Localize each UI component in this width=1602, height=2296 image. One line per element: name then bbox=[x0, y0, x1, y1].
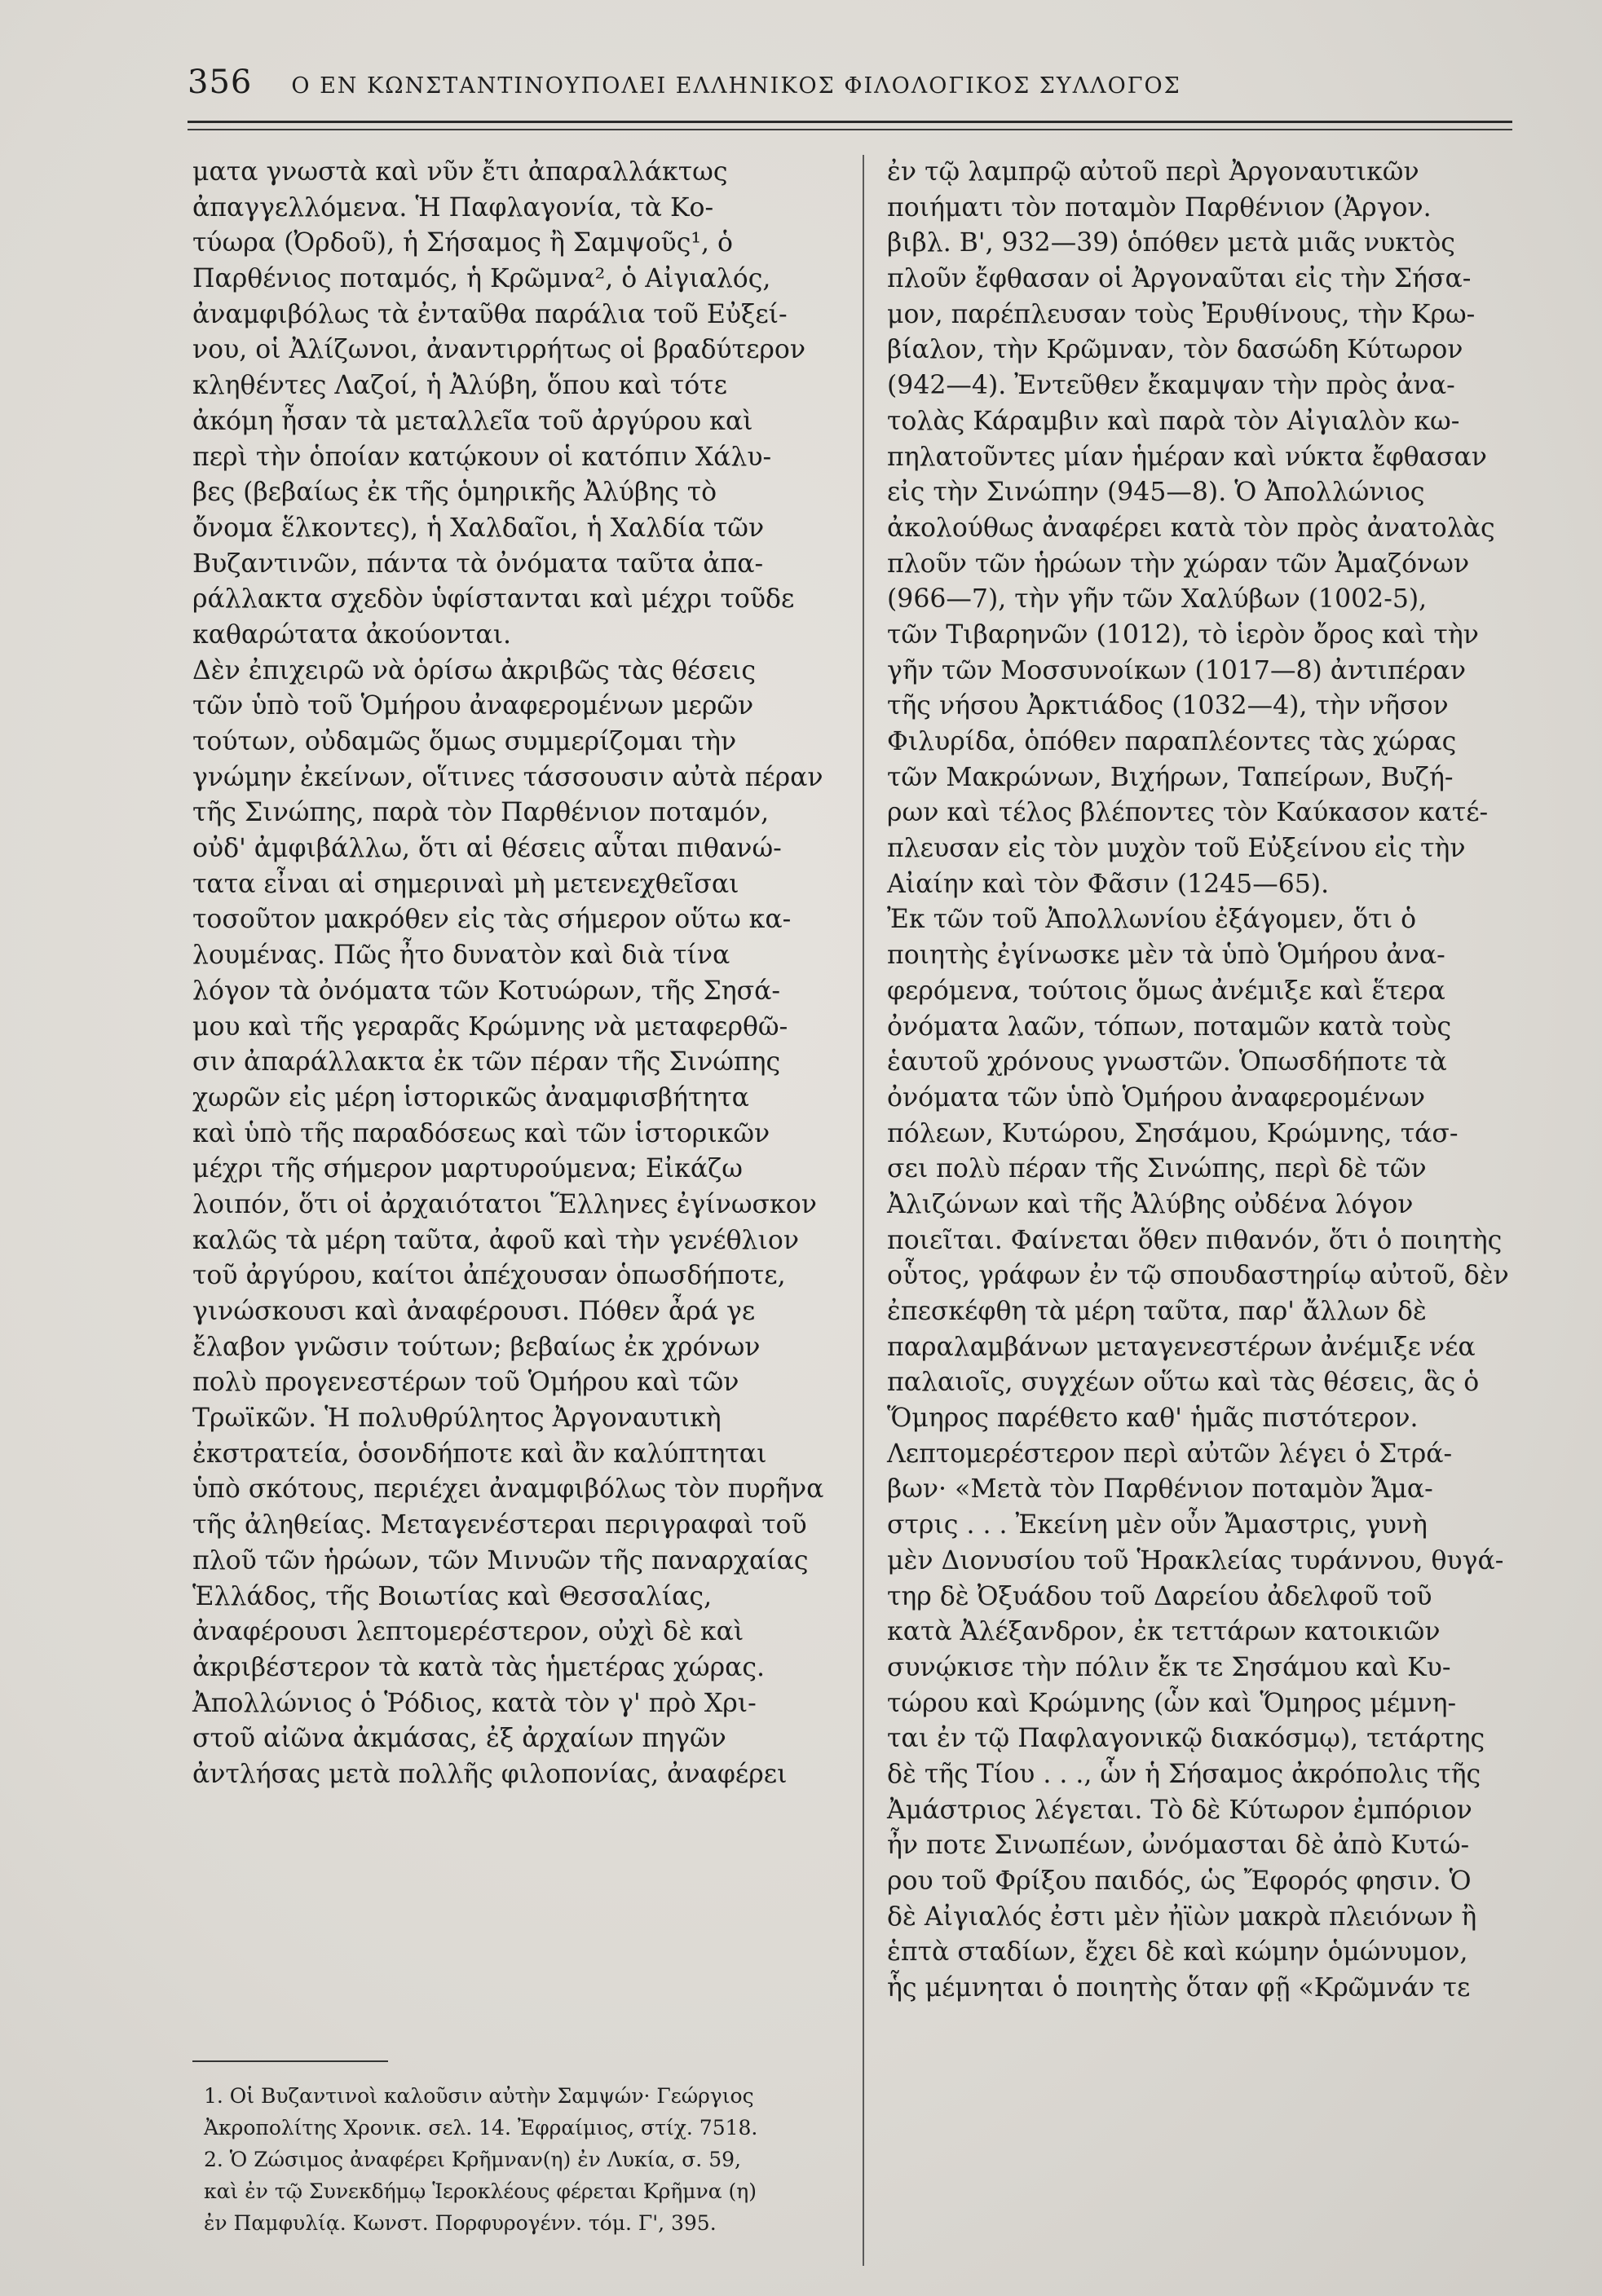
text-line: πηλατοῦντες μίαν ἡμέραν καὶ νύκτα ἔφθασαν bbox=[887, 442, 1487, 472]
text-line: λοιπόν, ὅτι οἱ ἀρχαιότατοι Ἕλληνες ἐγίνωσκον bbox=[192, 1189, 817, 1219]
text-line: τῆς νήσου Ἀρκτιάδος (1032—4), τὴν νῆσον bbox=[887, 691, 1449, 721]
text-line: σει πολὺ πέραν τῆς Σινώπης, περὶ δὲ τῶν bbox=[887, 1154, 1427, 1184]
text-line: οὐδ' ἀμφιβάλλω, ὅτι αἱ θέσεις αὗται πιθανώ- bbox=[192, 834, 782, 864]
text-line: Παρθένιος ποταμός, ἡ Κρῶμνα², ὁ Αἰγιαλός, bbox=[192, 264, 771, 294]
text-line: βιβλ. Β', 932—39) ὁπόθεν μετὰ μιᾶς νυκτὸς bbox=[887, 228, 1455, 258]
text-line: τοσοῦτον μακρόθεν εἰς τὰς σήμερον οὕτω κα- bbox=[192, 905, 792, 935]
text-line: τολὰς Κάραμβιν καὶ παρὰ τὸν Αἰγιαλὸν κω- bbox=[887, 406, 1460, 436]
text-line: στοῦ αἰῶνα ἀκμάσας, ἐξ ἀρχαίων πηγῶν bbox=[192, 1724, 726, 1754]
text-line: τοῦ ἀργύρου, καίτοι ἀπέχουσαν ὁπωσδήποτε, bbox=[192, 1261, 786, 1291]
text-line: τῶν Τιβαρηνῶν (1012), τὸ ἱερὸν ὄρος καὶ τὴν bbox=[887, 619, 1479, 650]
text-line: πλοῦ τῶν ἡρώων, τῶν Μινυῶν τῆς παναρχαίας bbox=[192, 1545, 809, 1575]
text-line: ἐκστρατεία, ὁσονδήποτε καὶ ἂν καλύπτηται bbox=[192, 1439, 767, 1469]
text-line: ἦν ποτε Σινωπέων, ὠνόμασται δὲ ἀπὸ Κυτώ- bbox=[887, 1831, 1470, 1861]
text-line: καὶ ὑπὸ τῆς παραδόσεως καὶ τῶν ἱστορικῶν bbox=[192, 1118, 770, 1148]
text-line: ἑπτὰ σταδίων, ἔχει δὲ καὶ κώμην ὁμώνυμον, bbox=[887, 1937, 1468, 1968]
text-line: λουμένας. Πῶς ἦτο δυνατὸν καὶ διὰ τίνα bbox=[192, 941, 730, 971]
text-line: Ἀλιζώνων καὶ τῆς Ἀλύβης οὐδένα λόγον bbox=[887, 1189, 1414, 1219]
text-line: Δὲν ἐπιχειρῶ νὰ ὁρίσω ἀκριβῶς τὰς θέσεις bbox=[192, 655, 757, 685]
text-line: ρων καὶ τέλος βλέποντες τὸν Καύκασον κατέ- bbox=[887, 798, 1489, 828]
text-line: ποιήματι τὸν ποταμὸν Παρθένιον (Ἀργον. bbox=[887, 192, 1432, 223]
text-line: ματα γνωστὰ καὶ νῦν ἔτι ἀπαραλλάκτως bbox=[192, 157, 728, 187]
text-line: Λεπτομερέστερον περὶ αὐτῶν λέγει ὁ Στρά- bbox=[887, 1439, 1453, 1469]
text-line: Ἐκ τῶν τοῦ Ἀπολλωνίου ἐξάγομεν, ὅτι ὁ bbox=[887, 905, 1417, 935]
text-line: ράλλακτα σχεδὸν ὑφίστανται καὶ μέχρι τοῦδε bbox=[192, 584, 795, 615]
text-line: ρου τοῦ Φρίξου παιδός, ὡς Ἔφορός φησιν. Ὁ bbox=[887, 1866, 1472, 1896]
text-line: βίαλον, τὴν Κρῶμναν, τὸν δασώδη Κύτωρον bbox=[887, 335, 1463, 365]
text-line: γνώμην ἐκείνων, οἵτινες τάσσουσιν αὐτὰ πέραν bbox=[192, 762, 823, 792]
text-line: τῆς ἀληθείας. Μεταγενέστεραι περιγραφαὶ τοῦ bbox=[192, 1510, 807, 1540]
text-line: τώρου καὶ Κρώμνης (ὧν καὶ Ὅμηρος μέμνη- bbox=[887, 1688, 1457, 1718]
text-line: ἀναφέρουσι λεπτομερέστερον, οὐχὶ δὲ καὶ bbox=[192, 1617, 744, 1647]
text-line: κληθέντες Λαζοί, ἡ Ἀλύβη, ὅπου καὶ τότε bbox=[192, 371, 727, 401]
text-line: πόλεων, Κυτώρου, Σησάμου, Κρώμνης, τάσ- bbox=[887, 1118, 1459, 1148]
text-line: οὗτος, γράφων ἐν τῷ σπουδαστηρίῳ αὐτοῦ, δὲν bbox=[887, 1261, 1509, 1291]
text-line: τῆς Σινώπης, παρὰ τὸν Παρθένιον ποταμόν, bbox=[192, 798, 770, 828]
text-line: τατα εἶναι αἱ σημεριναὶ μὴ μετενεχθεῖσαι bbox=[192, 869, 739, 899]
text-line: Ἀπολλώνιος ὁ Ῥόδιος, κατὰ τὸν γ' πρὸ Χρι- bbox=[192, 1688, 757, 1718]
text-line: νου, οἱ Ἀλίζωνοι, ἀναντιρρήτως οἱ βραδύτερον bbox=[192, 335, 806, 365]
header-rule-top bbox=[188, 121, 1512, 123]
text-line: ἑαυτοῦ χρόνους γνωστῶν. Ὁπωσδήποτε τὰ bbox=[887, 1047, 1447, 1077]
text-line: τῶν ὑπὸ τοῦ Ὁμήρου ἀναφερομένων μερῶν bbox=[192, 691, 754, 721]
text-line: δὲ Αἰγιαλός ἐστι μὲν ἠϊὼν μακρὰ πλειόνων ἢ bbox=[887, 1902, 1477, 1932]
text-line: σιν ἀπαράλλακτα ἐκ τῶν πέραν τῆς Σινώπης bbox=[192, 1047, 781, 1077]
text-line: κατὰ Ἀλέξανδρον, ἐκ τεττάρων κατοικιῶν bbox=[887, 1617, 1441, 1647]
text-line: ται ἐν τῷ Παφλαγονικῷ διακόσμῳ), τετάρτης bbox=[887, 1724, 1485, 1754]
text-line: ὀνόματα τῶν ὑπὸ Ὁμήρου ἀναφερομένων bbox=[887, 1082, 1426, 1113]
text-line: πλοῦν ἔφθασαν οἱ Ἀργοναῦται εἰς τὴν Σήσα- bbox=[887, 264, 1472, 294]
footnote-line: καὶ ἐν τῷ Συνεκδήμῳ Ἱεροκλέους φέρεται Κρῆμνα (η) bbox=[204, 2179, 757, 2203]
text-line: λόγον τὰ ὀνόματα τῶν Κοτυώρων, τῆς Σησά- bbox=[192, 976, 781, 1006]
text-line: ἐπεσκέφθη τὰ μέρη ταῦτα, παρ' ἄλλων δὲ bbox=[887, 1297, 1427, 1326]
text-line: μου καὶ τῆς γεραρᾶς Κρώμνης νὰ μεταφερθῶ- bbox=[192, 1011, 788, 1042]
footnote-line: 2. Ὁ Ζώσιμος ἀναφέρει Κρῆμναν(η) ἐν Λυκία, σ. 59, bbox=[204, 2148, 741, 2171]
page-number: 356 bbox=[188, 64, 253, 101]
text-line: ὀνόματα λαῶν, τόπων, ποταμῶν κατὰ τοὺς bbox=[887, 1011, 1452, 1042]
header-rule-bottom bbox=[188, 129, 1512, 130]
footnote-line: 1. Οἱ Βυζαντινοὶ καλοῦσιν αὐτὴν Σαμψών· Γεώργιος bbox=[204, 2084, 754, 2108]
text-line: πολὺ προγενεστέρων τοῦ Ὁμήρου καὶ τῶν bbox=[192, 1368, 739, 1398]
text-line: Ἀμάστριος λέγεται. Τὸ δὲ Κύτωρον ἐμπόριον bbox=[887, 1795, 1472, 1825]
text-line: (966—7), τὴν γῆν τῶν Χαλύβων (1002-5), bbox=[887, 584, 1428, 615]
text-line: βες (βεβαίως ἐκ τῆς ὁμηρικῆς Ἀλύβης τὸ bbox=[192, 478, 717, 508]
text-line: ἀκριβέστερον τὰ κατὰ τὰς ἡμετέρας χώρας. bbox=[192, 1652, 766, 1682]
running-title: Ο ΕΝ ΚΩΝΣΤΑΝΤΙΝΟΥΠΟΛΕΙ ΕΛΛΗΝΙΚΟΣ ΦΙΛΟΛΟΓΙΚΟΣ ΣΥΛΛΟΓΟΣ bbox=[291, 73, 1181, 99]
text-line: Βυζαντινῶν, πάντα τὰ ὀνόματα ταῦτα ἀπα- bbox=[192, 549, 764, 579]
text-line: ἔλαβον γνῶσιν τούτων; βεβαίως ἐκ χρόνων bbox=[192, 1332, 761, 1362]
text-line: μον, παρέπλευσαν τοὺς Ἐρυθίνους, τὴν Κρω- bbox=[887, 299, 1476, 329]
text-line: Ὅμηρος παρέθετο καθ' ἡμᾶς πιστότερον. bbox=[887, 1404, 1419, 1434]
text-line: ποιεῖται. Φαίνεται ὅθεν πιθανόν, ὅτι ὁ ποιητὴς bbox=[887, 1225, 1503, 1255]
column-divider bbox=[863, 155, 864, 2266]
text-line: μέχρι τῆς σήμερον μαρτυρούμενα; Εἰκάζω bbox=[192, 1154, 743, 1184]
text-line: Ἑλλάδος, τῆς Βοιωτίας καὶ Θεσσαλίας, bbox=[192, 1581, 713, 1611]
text-line: ὄνομα ἕλκοντες), ἡ Χαλδαῖοι, ἡ Χαλδία τῶν bbox=[192, 513, 765, 543]
text-line: γινώσκουσι καὶ ἀναφέρουσι. Πόθεν ἆρά γε bbox=[192, 1297, 756, 1326]
text-line: καλῶς τὰ μέρη ταῦτα, ἀφοῦ καὶ τὴν γενέθλιον bbox=[192, 1225, 799, 1255]
text-line: ἐν τῷ λαμπρῷ αὐτοῦ περὶ Ἀργοναυτικῶν bbox=[887, 157, 1419, 187]
text-line: παραλαμβάνων μεταγενεστέρων ἀνέμιξε νέα bbox=[887, 1332, 1476, 1362]
text-line: ἀκολούθως ἀναφέρει κατὰ τὸν πρὸς ἀνατολὰς bbox=[887, 513, 1495, 543]
footnotes bbox=[204, 2080, 840, 2239]
text-line: πλευσαν εἰς τὸν μυχὸν τοῦ Εὐξείνου εἰς τὴν bbox=[887, 834, 1466, 864]
left-column bbox=[192, 155, 838, 1793]
text-line: δὲ τῆς Τίου . . ., ὧν ἡ Σήσαμος ἀκρόπολις τῆς bbox=[887, 1759, 1481, 1789]
text-line: μὲν Διονυσίου τοῦ Ἡρακλείας τυράννου, θυγά- bbox=[887, 1545, 1504, 1575]
text-line: στρις . . . Ἐκείνη μὲν οὖν Ἄμαστρις, γυνὴ bbox=[887, 1510, 1428, 1540]
text-line: ἀκόμη ἦσαν τὰ μεταλλεῖα τοῦ ἀργύρου καὶ bbox=[192, 406, 753, 436]
text-line: καθαρώτατα ἀκούονται. bbox=[192, 619, 512, 650]
text-line: (942—4). Ἐντεῦθεν ἔκαμψαν τὴν πρὸς ἀνα- bbox=[887, 371, 1455, 401]
text-line: Τρωϊκῶν. Ἡ πολυθρύλητος Ἀργοναυτικὴ bbox=[192, 1404, 722, 1434]
text-line: ποιητὴς ἐγίνωσκε μὲν τὰ ὑπὸ Ὁμήρου ἀνα- bbox=[887, 941, 1445, 971]
text-line: τηρ δὲ Ὀξυάδου τοῦ Δαρείου ἀδελφοῦ τοῦ bbox=[887, 1581, 1432, 1611]
text-line: τῶν Μακρώνων, Βιχήρων, Ταπείρων, Βυζή- bbox=[887, 762, 1454, 792]
footnote-rule bbox=[192, 2060, 388, 2062]
text-line: παλαιοῖς, συγχέων οὕτω καὶ τὰς θέσεις, ἃς ὁ bbox=[887, 1368, 1480, 1398]
footnote-line: ἐν Παμφυλίᾳ. Κωνστ. Πορφυρογένν. τόμ. Γ', 395. bbox=[204, 2211, 717, 2235]
text-line: φερόμενα, τούτοις ὅμως ἀνέμιξε καὶ ἕτερα bbox=[887, 976, 1445, 1006]
text-line: γῆν τῶν Μοσσυνοίκων (1017—8) ἀντιπέραν bbox=[887, 655, 1466, 685]
right-column bbox=[887, 155, 1515, 2007]
text-line: περὶ τὴν ὁποίαν κατῴκουν οἱ κατόπιν Χάλυ- bbox=[192, 442, 772, 472]
text-line: συνῴκισε τὴν πόλιν ἔκ τε Σησάμου καὶ Κυ- bbox=[887, 1652, 1451, 1682]
text-line: Φιλυρίδα, ὁπόθεν παραπλέοντες τὰς χώρας bbox=[887, 727, 1457, 756]
text-line: Αἰαίην καὶ τὸν Φᾶσιν (1245—65). bbox=[887, 869, 1330, 899]
text-line: ἀντλήσας μετὰ πολλῆς φιλοπονίας, ἀναφέρει bbox=[192, 1759, 788, 1789]
text-line: ἀπαγγελλόμενα. Ἡ Παφλαγονία, τὰ Κο- bbox=[192, 192, 714, 223]
text-line: ὑπὸ σκότους, περιέχει ἀναμφιβόλως τὸν πυρῆνα bbox=[192, 1474, 824, 1505]
footnote-line: Ἀκροπολίτης Χρονικ. σελ. 14. Ἐφραίμιος, στίχ. 7518. bbox=[204, 2116, 758, 2140]
text-line: εἰς τὴν Σινώπην (945—8). Ὁ Ἀπολλώνιος bbox=[887, 478, 1425, 508]
text-line: χωρῶν εἰς μέρη ἱστορικῶς ἀναμφισβήτητα bbox=[192, 1082, 749, 1113]
text-line: ἀναμφιβόλως τὰ ἐνταῦθα παράλια τοῦ Εὐξεί- bbox=[192, 299, 788, 329]
text-line: πλοῦν τῶν ἡρώων τὴν χώραν τῶν Ἀμαζόνων bbox=[887, 549, 1470, 579]
text-line: τύωρα (Ὀρδοῦ), ἡ Σήσαμος ἢ Σαμψοῦς¹, ὁ bbox=[192, 228, 733, 258]
page-header bbox=[188, 64, 1508, 112]
text-line: βων· «Μετὰ τὸν Παρθένιον ποταμὸν Ἄμα- bbox=[887, 1474, 1433, 1505]
text-line: τούτων, οὐδαμῶς ὅμως συμμερίζομαι τὴν bbox=[192, 727, 737, 756]
text-line: ἧς μέμνηται ὁ ποιητὴς ὅταν φῇ «Κρῶμνάν τε bbox=[887, 1973, 1471, 2003]
